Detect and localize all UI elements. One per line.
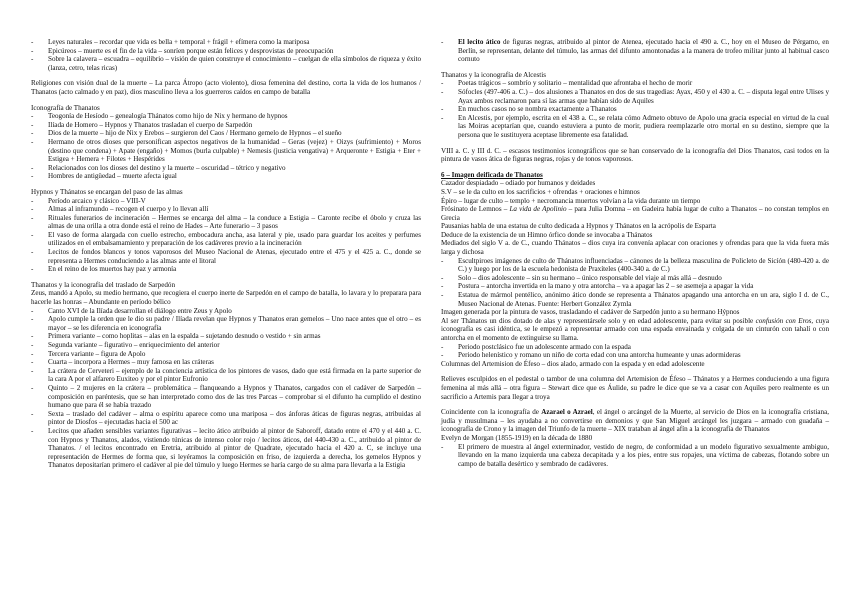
list-item: - Periodo helenístico y romano un niño de corta edad con una antorcha humeante y unas adormideras — [441, 351, 829, 360]
list-item: - Teogonía de Hesíodo – genealogía Thánatos como hijo de Nix y hermano de hypnos — [31, 112, 421, 121]
frosinato-line — [441, 205, 829, 222]
list-item: - Escultpiroes imágenes de culto de Thánatos influenciadas – cánones de la belleza masculina de Policleto de Sicíón (480-420 a. de C.) y luego por los de la escuela hedonista de Praxíteles (400-340 a. de C.) — [441, 257, 829, 274]
relieves-paragraph: Relieves esculpidos en el pedestal o tambor de una columna del Artemision de Éfeso – Thánatos y a Hermes conduciendo a una figura femenina al más allá – otra figura – Stewart dice que es Áulide, su padre le dice que se va a casar con Aquiles pero realmente es un sacrificio a Artemis para llegar a troya — [441, 375, 829, 401]
list-item — [441, 38, 829, 64]
list-item: - Sófocles (497-406 a. C.) – dos alusiones a Thanatos en dos de sus tragedias: Ayax, 450 y el 430 a. C. – disputa legal entre Ulises y Ayax ambos reclamaron para sí las armas que habían sido de Aquiles — [441, 88, 829, 105]
section-heading: 6 – Imagen deificada de Thanatos — [441, 170, 543, 179]
list-item: - Hombres de antigüedad – muerte afecta igual — [31, 172, 421, 181]
list-item: - La crátera de Cerveteri – ejemplo de la conciencia artística de los pintores de vasos, dado que está firmada en la parte superior de la cara A por el alfarero Euxiteo y por el pintor Eufronio — [31, 367, 421, 384]
text-line: Pausanias habla de una estatua de culto dedicada a Hypnos y Thánatos en la acrópolis de Esparta — [441, 222, 716, 231]
list-item: - Periodo postclásico fue un adolescente armado con la espada — [441, 343, 829, 352]
text-span: Frósinato de Lemnos – — [441, 205, 510, 214]
left-column — [31, 38, 421, 477]
list-item: - Postura – antorcha invertida en la mano y otra antorcha – va a apagar las 2 – se asemeja a apagar la vida — [441, 282, 829, 291]
evelyn-list — [441, 443, 829, 469]
hypnos-title: Hypnos y Thánatos se encargan del paso de las almas — [31, 187, 183, 196]
text-line: Columnas del Artemision de Éfeso – dios alado, armado con la espada y en edad adolescente — [441, 359, 705, 368]
list-item: - Segunda variante – figurativo – enriquecimiento del anterior — [31, 341, 421, 350]
italic-phrase: confusión con Eros — [755, 316, 812, 325]
list-item: - Período arcaico y clásico – VIII-V — [31, 197, 421, 206]
period-list — [441, 343, 829, 360]
list-item: - En Alcestis, por ejemplo, escrita en el 438 a. C., se relata cómo Admeto obtuvo de Apolo una gracia especial en virtud de la cual las Moiras aceptarían que, cuando estuviera a punto de morir, pudiera reemplazarle otro mortal en su destino, siempre que la persona que le sustituyera aceptase libremente esa fatalidad. — [441, 114, 829, 140]
text-span: , cuya iconografía es casi idéntica, se le empezó a representar armado con una espada envainada y colgada de un cinturón con tahalí o con antorcha en el momento de extinguirse su llama. — [441, 316, 829, 342]
bold-term: El lecito ático — [458, 38, 501, 46]
list-item: - El primero de muestra al ángel exterminador, vestido de negro, de conformidad a un modelo figurativo sexualmente ambiguo, llevando en la mano izquierda una cabeza decapitada y a los pies, entre sus ropajes, una víctima de cabezas, flotando sobre un campo de batalla desértico y sembrado de cadáveres. — [441, 443, 829, 469]
list-item: - Lecitos que añaden sensibles variantes figurativas – lecito ático atribuido al pintor de Saboroff, datado entre el 470 y el 440 a. C. con Hypnos y Thanatos, alados, vistiendo túnicas de intenso color rojo / lecitos áticos, del 440-430 a. C., atribuido al pintor de Thanatos. / el lecitos encontrado en Eretria, atribuido al pintor de Quadrate, ejecutado hacia el 420 a. C, se incluye una representación de Hermes de forma que, si leyéramos la composición en friso, de izquierda a derecha, los gemelos Hypnos y Thanatos depositarían primero el cadáver al pie del túmulo y luego Hermes se haría cargo de su alma para llevarla a la Estigia — [31, 427, 421, 470]
list-item: - Hermano de otros dioses que personifican aspectos negativos de la humanidad – Geras (vejez) + Oizys (sufrimiento) + Moros (destino que condena) + Apate (engaño) + Momos (burla culpable) + Nemesis (justicia vengativa) + Arqueronte + Estigia + Eter + Estigea + Hemera + Filotes + Hespérides — [31, 138, 421, 164]
right-column — [441, 38, 829, 475]
sarpedon-list — [31, 307, 421, 470]
religions-paragraph: Religiones con visión dual de la muerte – La parca Átropo (acto violento), diosa femenina del destino, corta la vida de los humanos / Thanatos (acto calmado y en paz), dios masculino lleva a los guerreros caídos en campo de batalla — [31, 79, 421, 96]
top-list — [441, 38, 829, 64]
bold-term: Azarael o Azrael — [541, 408, 593, 417]
coincidente-paragraph — [441, 408, 829, 434]
list-item: - El vaso de forma alargada con cuello estrecho, embocadura ancha, asa lateral y pie, usado para guardar los aceites y perfumes utilizados en el embalsamamiento y preparación de los cadáveres previo a la incineración — [31, 231, 421, 248]
list-item: - Ilíada de Homero – Hypnos y Thanatos trasladan el cuerpo de Sarpedón — [31, 121, 421, 130]
eros-paragraph — [441, 317, 829, 343]
centuries-paragraph: VIII a. C. y III d. C. – escasos testimonios iconográficos que se han conservado de la iconografía del Dios Thanatos, casi todos en la pintura de vasos ática de figuras negras, rojas y de tonos vaporosos. — [441, 146, 829, 164]
sarpedon-title: Thanatos y la iconografía del traslado de Sarpedón — [31, 280, 175, 289]
list-item: - Rituales funerarios de incineración – Hermes se encarga del alma – la conduce a Estigia – Caronte recibe el óbolo y cruza las almas de una orilla a otra donde está el reino de Hades – Arte funerario – 3 pasos — [31, 214, 421, 231]
text-line: Deduce de la existencia de un Himno órfico donde se invocaba a Thánatos — [441, 230, 653, 239]
intro-list — [31, 38, 421, 72]
list-item: - Apolo cumple la orden que le dio su padre / Ilíada revelan que Hypnos y Thanatos eran gemelos – Uno nace antes que el otro – es mayor – se les diferencia en iconografía — [31, 315, 421, 332]
list-item: - Estatua de mármol pentélico, anónimo ático donde se representa a Thánatos apagando una antorcha en un ara, siglo I d. de C., Museo Nacional de Atenas. Fuente: Herbert González Zymla — [441, 291, 829, 308]
hypnos-list — [31, 197, 421, 274]
text-span: – para Julia Domna – en Gadeira había lugar de culto a Thanatos – no constan templos en Grecia — [441, 205, 829, 222]
list-item: - Almas al inframundo – recogen el cuerpo y lo llevan allí — [31, 205, 421, 214]
list-item: - Canto XVI de la Ilíada desarrollan el diálogo entre Zeus y Apolo — [31, 307, 421, 316]
list-item: - Sobre la calavera – escuadra – equilibrio – visión de quien construye el conocimiento – cuelgan de ella símbolos de riqueza y éxito (lanza, cetro, telas ricas) — [31, 55, 421, 72]
text-line: Imagen generada por la pintura de vasos, trasladando el cadáver de Sarpedón junto a su hermano Hýpnos — [441, 308, 740, 317]
text-line: Cazador despiadado – odiado por humanos y deidades — [441, 179, 596, 188]
list-item: - Poetas trágicos – sombrío y solitario – mentalidad que afrontaba el hecho de morir — [441, 79, 829, 88]
list-item: - Cuarta – incorpora a Hermes – muy famosa en las cráteras — [31, 358, 421, 367]
list-item: - Solo – dios adolescente – sin su hermano – único responsable del viaje al más allá – desnudo — [441, 274, 829, 283]
text-line: Mediados del siglo V a. de C., cuando Thánatos – dios cuya ira convenía aplacar con oraciones y ofrendas para que la vida fuera más larga y dichosa — [441, 239, 829, 257]
text-span: Al ser Thánatos un dios dotado de alas y representársele solo y en edad adolescente, para evitar su posible — [441, 316, 756, 325]
list-item: - Tercera variante – figura de Apolo — [31, 350, 421, 359]
alcestis-title: Thanatos y la iconografía de Alcestis — [441, 70, 546, 79]
iconography-title: Iconografía de Thanatos — [31, 103, 100, 112]
list-item: - Primera variante – como hoplitas – alas en la espalda – sujetando desnudo o vestido + sin armas — [31, 332, 421, 341]
text-line: Épiro – lugar de culto – templo + necromancia muertos volvían a la vida durante un tiempo — [441, 196, 701, 205]
list-item: - Dios de la muerte – hijo de Nix y Erebos – surgieron del Caos / Hermano gemelo de Hypnos – el sueño — [31, 129, 421, 138]
list-item-text: de figuras negras, atribuido al pintor de Atenea, ejecutado hacia el 490 a. C., hoy en el Museo de Pérgamo, en Berlín, se representan, delante del túmulo, las armas del difunto amontonadas a la manera de trofeo militar junto al habitual casco cornuto — [458, 38, 829, 64]
list-item: - En el reino de los muertos hay paz y armonía — [31, 265, 421, 274]
sarpedon-paragraph: Zeus, mandó a Apolo, su medio hermano, que recogiera el cuerpo inerte de Sarpedón en el campo de batalla, lo lavara y lo preparara para hacerle las honras – Abundante en período bélico — [31, 289, 421, 307]
text-line: S.V – se le da culto en los sacrificios + ofrendas + oraciones e himnos — [441, 187, 640, 196]
iconography-list — [31, 112, 421, 181]
book-title: La vida de Apolinio — [509, 205, 567, 214]
sculptor-list — [441, 257, 829, 309]
alcestis-list — [441, 79, 829, 139]
list-item: - Sexta – traslado del cadáver – alma o espíritu aparece como una mariposa – dos ánforas áticas de figuras negras, atribuidas al pintor de Diosfos – ejecutadas hacia el 500 ac — [31, 410, 421, 427]
text-span: , el ángel o arcángel de la Muerte, al servicio de Dios en la iconografía cristiana, judía y musulmana – les ayudaba a no convertirse en demonios y que San Miguel arcángel les juzgara – armado con guadaña – iconografía de Crono y la imagen del Triunfo de la muerte – XIX trataban al ángel afín a la iconografía de Thanatos — [441, 408, 829, 434]
list-item: - Quinto – 2 mujeres en la crátera – problemática – flanqueando a Hypnos y Thanatos, cargados con el cadáver de Sarpedón – composición en paréntesis, que se han interpretado como dos de las tres Parcas – comprobar si el difunto ha cumplido el destino humano que para él se había trazado — [31, 384, 421, 410]
list-item: - Lecitos de fondos blancos y tonos vaporosos del Museo Nacional de Atenas, ejecutado entre el 475 y el 425 a. C., donde se representa a Hermes conduciendo a las almas ante el litoral — [31, 248, 421, 265]
text-span: Coincidente con la iconografía de — [441, 408, 542, 417]
list-item: - Epicúreos – muerte es el fin de la vida – sonríen porque están felices y desprovistas de preocupación — [31, 47, 421, 56]
list-item: - Leyes naturales – recordar que vida es bella + temporal + frágil + efímera como la mariposa — [31, 38, 421, 47]
list-item: - Relacionados con los dioses del destino y la muerte – oscuridad – tétrico y negativo — [31, 164, 421, 173]
text-line: Evelyn de Morgan (1855-1919) en la década de 1880 — [441, 433, 593, 442]
list-item: - En muchos casos no se nombra exactamente a Thanatos — [441, 105, 829, 114]
